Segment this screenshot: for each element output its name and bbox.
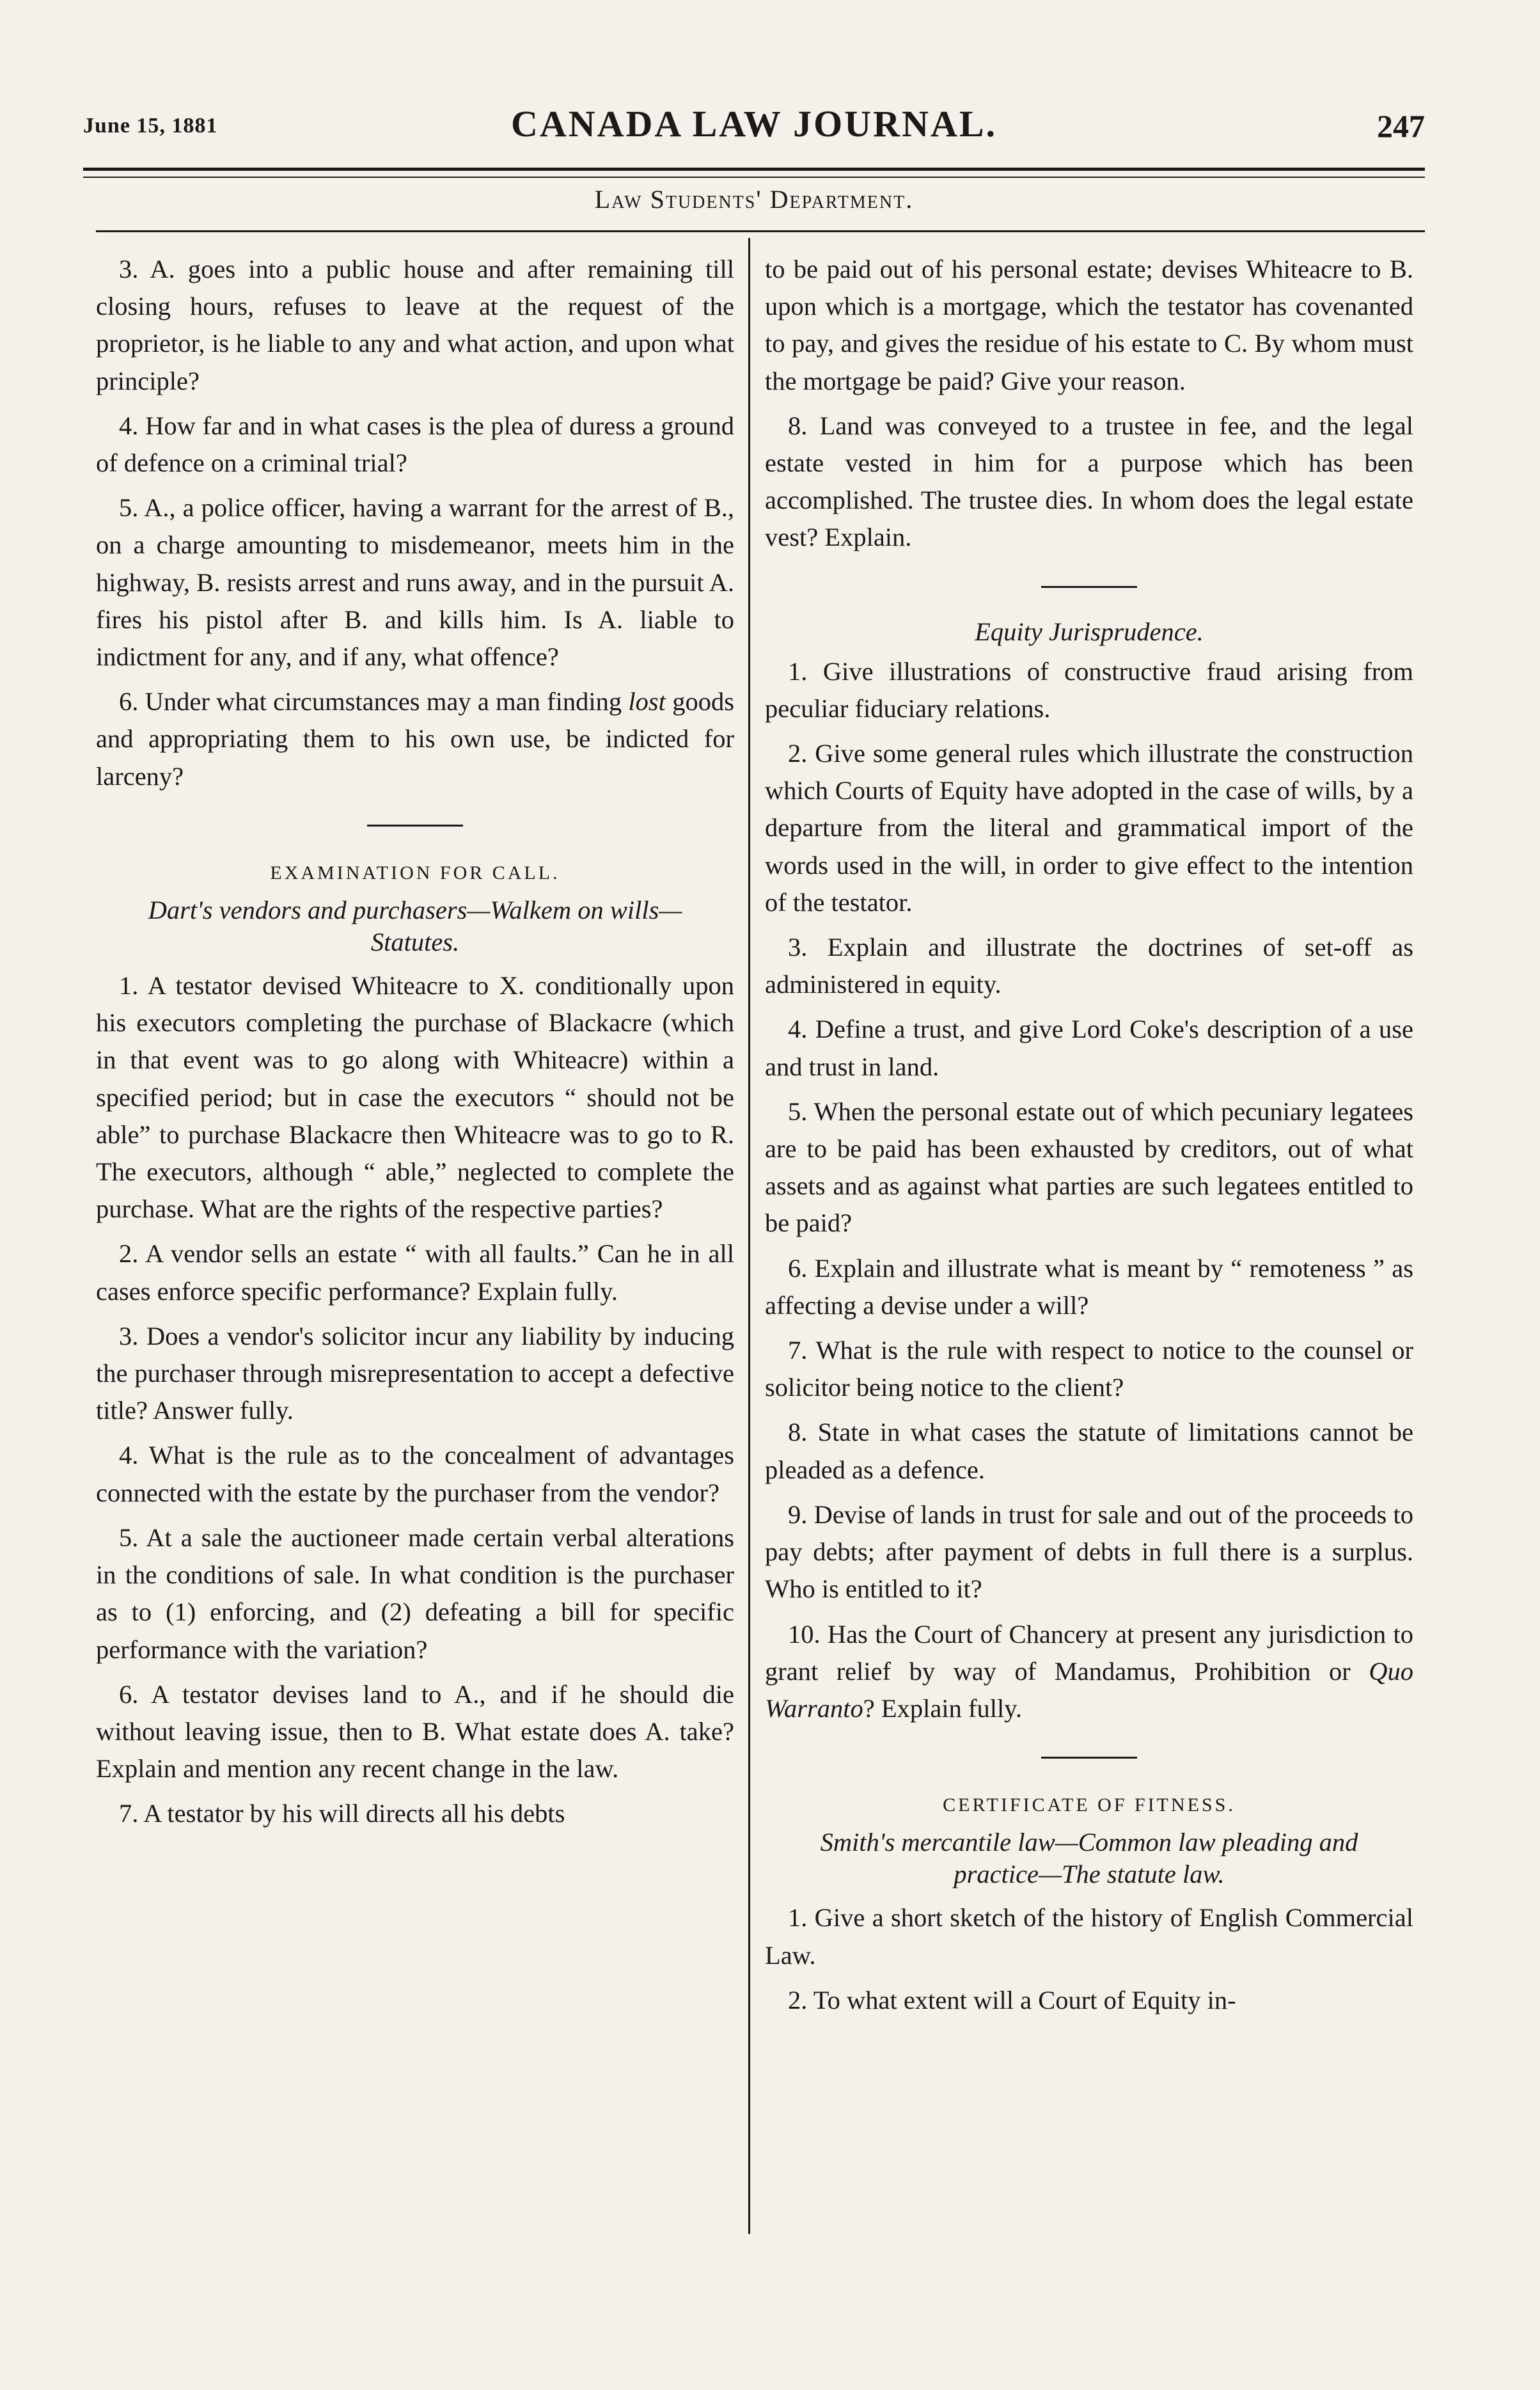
question-paragraph-q6 xyxy=(96,683,734,795)
question-paragraph: 3. Does a vendor's solicitor incur any liability by inducing the purchaser through misrepresentation to accept a defective title? Answer fully. xyxy=(96,1321,734,1425)
section-divider-rule xyxy=(367,825,463,827)
header-rule-thick xyxy=(83,168,1425,171)
question-paragraph: 7. What is the rule with respect to notice to the counsel or solicitor being notice to the client? xyxy=(765,1336,1413,1402)
question-paragraph: 1. A testator devised Whiteacre to X. conditionally upon his executors completing the purchase of Blackacre (which in that event was to go along with Whiteacre) within a specified period; but in case the executors “ should not be able” to purchase Blackacre then Whiteacre was to go to R. The executors, although “ able,” neglected to complete the purchase. What are the rights of the respective parties? xyxy=(96,971,734,1224)
question-paragraph: 5. At a sale the auctioneer made certain verbal alterations in the conditions of sale. In what condition is the purchaser as to (1) enforcing, and (2) defeating a bill for specific performance with the variation? xyxy=(96,1523,734,1664)
column-divider xyxy=(748,238,750,2234)
section-divider-rule xyxy=(1041,586,1137,588)
question-paragraph: 7. A testator by his will directs all his debts xyxy=(119,1799,565,1828)
q6-italic-word: lost xyxy=(628,687,666,716)
q10-text-before: 10. Has the Court of Chancery at present any jurisdiction to grant relief by way of Mandamus, Prohibition or xyxy=(765,1619,1413,1686)
section-divider-rule xyxy=(1041,1757,1137,1759)
question-paragraph: 8. State in what cases the statute of limitations cannot be pleaded as a defence. xyxy=(765,1418,1413,1484)
question-paragraph: 4. How far and in what cases is the plea of duress a ground of defence on a criminal trial? xyxy=(96,411,734,478)
header-rule-thin xyxy=(83,177,1425,178)
section-title-call: EXAMINATION FOR CALL. xyxy=(270,862,560,883)
left-column xyxy=(96,251,734,1840)
question-paragraph: 3. A. goes into a public house and after remaining till closing hours, refuses to leave at the request of the proprietor, is he liable to any and what action, and upon what principle? xyxy=(96,255,734,395)
right-column xyxy=(765,251,1413,2027)
issue-date: June 15, 1881 xyxy=(83,114,218,138)
question-paragraph-q10 xyxy=(765,1616,1413,1728)
question-paragraph: 4. What is the rule as to the concealment of advantages connected with the estate by the purchaser from the vendor? xyxy=(96,1441,734,1507)
journal-title: CANADA LAW JOURNAL. xyxy=(510,103,998,145)
department-rule xyxy=(96,230,1425,232)
question-paragraph: 6. Explain and illustrate what is meant by “ remoteness ” as affecting a devise under a will? xyxy=(765,1253,1413,1320)
q6-text-after: goods and appropriating them to his own use, be indicted for larceny? xyxy=(96,687,734,791)
q10-italic-phrase: Quo Warranto xyxy=(765,1656,1413,1723)
section-subtitle-certificate: Smith's mercantile law—Common law pleading and practice—The statute law. xyxy=(820,1828,1358,1889)
question-paragraph: 4. Define a trust, and give Lord Coke's description of a use and trust in land. xyxy=(765,1015,1413,1081)
question-paragraph: 5. A., a police officer, having a warrant for the arrest of B., on a charge amounting to misdemeanor, meets him in the highway, B. resists arrest and runs away, and in the pursuit A. fires his pistol after B. and kills him. Is A. liable to indictment for any, and if any, what offence? xyxy=(96,493,734,672)
question-paragraph: 2. To what extent will a Court of Equity in- xyxy=(788,1985,1236,2014)
q6-text-before: 6. Under what circumstances may a man finding xyxy=(119,687,629,716)
continuation-paragraph: to be paid out of his personal estate; devises Whiteacre to B. upon which is a mortgage, which the testator has covenanted to pay, and gives the residue of his estate to C. By whom must the mortgage be paid? Give your reason. xyxy=(765,255,1413,395)
section-subtitle-call: Dart's vendors and purchasers—Walkem on wills—Statutes. xyxy=(148,896,682,957)
question-paragraph: 9. Devise of lands in trust for sale and out of the proceeds to pay debts; after payment of debts in full there is a surplus. Who is entitled to it? xyxy=(765,1500,1413,1604)
question-paragraph: 2. Give some general rules which illustrate the construction which Courts of Equity have adopted in the case of wills, by a departure from the literal and grammatical import of the words used in the will, in order to give effect to the intention of the testator. xyxy=(765,739,1413,917)
page-number: 247 xyxy=(1377,108,1425,144)
question-paragraph: 6. A testator devises land to A., and if he should die without leaving issue, then to B. What estate does A. take? Explain and mention any recent change in the law. xyxy=(96,1679,734,1784)
running-head xyxy=(83,102,1425,154)
department-heading: Law Students' Department. xyxy=(594,185,914,214)
section-title-certificate: CERTIFICATE OF FITNESS. xyxy=(943,1794,1236,1816)
q10-text-after: ? Explain fully. xyxy=(863,1693,1022,1723)
question-paragraph: 1. Give illustrations of constructive fraud arising from peculiar fiduciary relations. xyxy=(765,656,1413,723)
question-paragraph: 8. Land was conveyed to a trustee in fee, and the legal estate vested in him for a purpose which has been accomplished. The trustee dies. In whom does the legal estate vest? Explain. xyxy=(765,411,1413,552)
question-paragraph: 5. When the personal estate out of which pecuniary legatees are to be paid has been exhausted by creditors, out of what assets and as against what parties are such legatees entitled to be paid? xyxy=(765,1096,1413,1238)
question-paragraph: 1. Give a short sketch of the history of English Commercial Law. xyxy=(765,1903,1413,1970)
section-title-equity: Equity Jurisprudence. xyxy=(975,617,1204,646)
question-paragraph: 3. Explain and illustrate the doctrines of set-off as administered in equity. xyxy=(765,933,1413,999)
question-paragraph: 2. A vendor sells an estate “ with all faults.” Can he in all cases enforce specific performance? Explain fully. xyxy=(96,1239,734,1306)
